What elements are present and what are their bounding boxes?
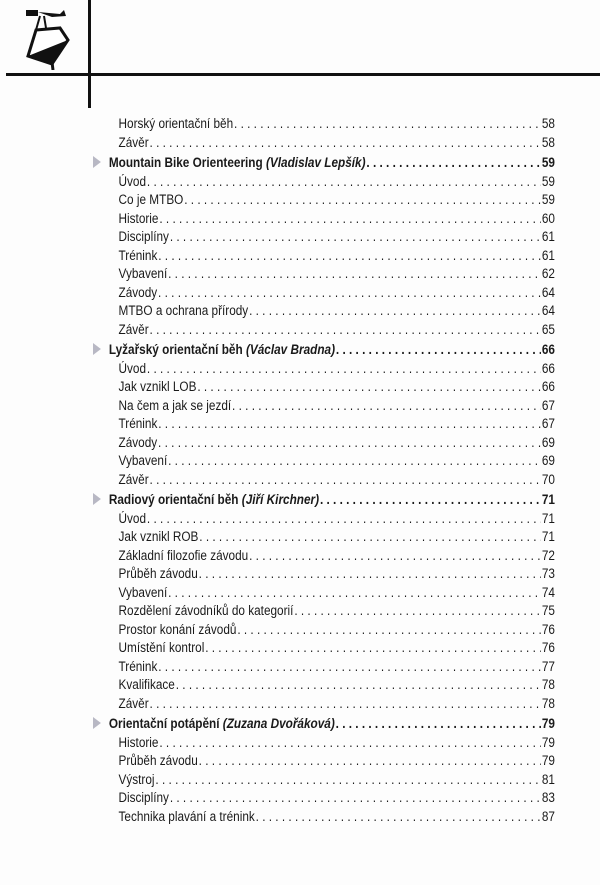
toc-entry[interactable]: [93, 472, 555, 491]
entry-page: 87: [541, 808, 555, 824]
entry-page: 79: [541, 734, 555, 750]
entry-title: [119, 361, 147, 376]
entry-page: 83: [541, 790, 555, 805]
entry-title-text: Jak vznikl ROB: [118, 529, 199, 544]
entry-title-text: Lyžařský orientační běh: [108, 342, 243, 357]
toc-entry[interactable]: [93, 174, 555, 193]
dot-leader: [184, 192, 541, 207]
toc-entry[interactable]: [93, 398, 555, 417]
section-arrow-icon: [93, 717, 101, 729]
entry-page: 71: [541, 492, 555, 507]
entry-title: [119, 585, 168, 600]
entry-title-text: Jak vznikl LOB: [118, 379, 197, 394]
entry-title-text: Závěr: [118, 471, 149, 487]
entry-title: [119, 379, 197, 394]
entry-title-text: Co je MTBO: [118, 192, 184, 207]
dot-leader: [237, 622, 541, 637]
toc-entry[interactable]: [93, 603, 555, 622]
entry-title-text: Na čem a jak se jezdí: [118, 397, 232, 413]
toc-entry[interactable]: [93, 116, 555, 135]
entry-title-text: Základní filozofie závodu: [118, 547, 249, 563]
dot-leader: [336, 342, 541, 357]
entry-title: [119, 640, 205, 655]
entry-title-text: Historie: [118, 210, 159, 226]
toc-entry[interactable]: [93, 229, 555, 248]
entry-page: 60: [541, 210, 555, 226]
entry-title-text: Kvalifikace: [118, 677, 175, 692]
dot-leader: [159, 211, 541, 226]
toc-entry[interactable]: [93, 659, 555, 678]
entry-title: [109, 342, 335, 357]
entry-title-text: Závěr: [118, 134, 149, 150]
dot-leader: [150, 696, 541, 711]
dot-leader: [197, 379, 541, 394]
toc-entry[interactable]: [93, 266, 555, 285]
toc-entry[interactable]: [93, 361, 555, 380]
toc-entry[interactable]: [93, 585, 555, 604]
entry-title-text: Technika plavání a trénink: [118, 808, 255, 824]
dot-leader: [199, 753, 541, 768]
toc-entry[interactable]: [93, 435, 555, 454]
toc-entry[interactable]: [93, 622, 555, 641]
entry-title-text: Úvod: [118, 360, 147, 376]
entry-title: [119, 809, 255, 824]
entry-page: 66: [541, 342, 555, 357]
toc-entry[interactable]: [93, 248, 555, 267]
entry-title: [119, 192, 184, 207]
entry-page: 78: [541, 695, 555, 711]
toc-section-entry[interactable]: [93, 716, 555, 735]
dot-leader: [158, 659, 541, 674]
dot-leader: [249, 548, 541, 563]
entry-page: 64: [541, 303, 555, 318]
entry-title-text: Horský orientační běh: [118, 116, 234, 131]
entry-title-text: Radiový orientační běh: [108, 492, 239, 507]
entry-page: 61: [541, 229, 555, 244]
dot-leader: [150, 322, 541, 337]
entry-page: 81: [541, 771, 555, 787]
dot-leader: [234, 116, 541, 131]
entry-title: [109, 155, 366, 170]
entry-title-text: Úvod: [118, 510, 147, 526]
section-arrow-icon: [93, 343, 101, 355]
dot-leader: [159, 735, 541, 750]
entry-title: [119, 116, 234, 131]
entry-title-text: Závěr: [118, 321, 149, 337]
entry-title: [119, 677, 175, 692]
entry-title: [119, 566, 198, 581]
entry-page: 78: [541, 677, 555, 692]
entry-title-text: Orientační potápění: [108, 716, 220, 731]
dot-leader: [158, 285, 541, 300]
entry-title: [119, 511, 147, 526]
toc-entry[interactable]: [93, 566, 555, 585]
entry-author: (Václav Bradna): [245, 342, 336, 357]
entry-title: [119, 135, 149, 150]
entry-page: 58: [541, 134, 555, 150]
entry-title-text: MTBO a ochrana přírody: [118, 303, 249, 318]
entry-title: [119, 416, 158, 431]
entry-title-text: Vybavení: [118, 266, 168, 281]
toc-entry[interactable]: [93, 548, 555, 567]
toc-section-entry[interactable]: [93, 342, 555, 361]
dot-leader: [249, 303, 541, 318]
entry-page: 59: [541, 173, 555, 189]
entry-author: (Jiří Kirchner): [241, 492, 320, 507]
entry-title-text: Vybavení: [118, 453, 168, 468]
toc-entry[interactable]: [93, 529, 555, 548]
entry-title-text: Závody: [118, 434, 158, 450]
entry-author: (Zuzana Dvořáková): [222, 716, 335, 731]
entry-title: [119, 622, 237, 637]
entry-title: [109, 492, 319, 507]
dot-leader: [168, 453, 541, 468]
dot-leader: [176, 677, 541, 692]
entry-title-text: Závěr: [118, 695, 149, 711]
dot-leader: [150, 135, 541, 150]
dot-leader: [168, 266, 541, 281]
orienteering-flag-logo-icon: [22, 8, 72, 70]
dot-leader: [256, 809, 541, 824]
entry-title: [119, 303, 249, 318]
entry-title: [119, 211, 159, 226]
entry-title-text: Mountain Bike Orienteering: [108, 155, 263, 170]
entry-title: [109, 716, 335, 731]
entry-page: 64: [541, 284, 555, 300]
entry-title-text: Úvod: [118, 173, 147, 189]
toc-entry[interactable]: [93, 696, 555, 715]
entry-title-text: Trénink: [118, 416, 158, 431]
entry-page: 61: [541, 247, 555, 263]
toc-entry[interactable]: [93, 511, 555, 530]
entry-title-text: Průběh závodu: [118, 566, 198, 581]
toc-section-entry[interactable]: [93, 492, 555, 511]
dot-leader: [205, 640, 541, 655]
toc-entry[interactable]: [93, 322, 555, 341]
entry-title: [119, 659, 158, 674]
dot-leader: [336, 716, 541, 731]
dot-leader: [294, 603, 541, 618]
entry-title: [119, 322, 149, 337]
dot-leader: [147, 174, 541, 189]
entry-title: [119, 229, 169, 244]
entry-title: [119, 435, 158, 450]
header-rule: [6, 73, 600, 76]
entry-title-text: Rozdělení závodníků do kategorií: [118, 603, 294, 618]
entry-page: 72: [541, 547, 555, 563]
toc-entry[interactable]: [93, 285, 555, 304]
entry-title: [119, 398, 232, 413]
entry-title-text: Trénink: [118, 247, 158, 263]
entry-title: [119, 266, 168, 281]
toc-entry[interactable]: [93, 416, 555, 435]
entry-page: 59: [541, 155, 555, 170]
entry-title-text: Závody: [118, 284, 158, 300]
entry-page: 67: [541, 416, 555, 431]
dot-leader: [232, 398, 541, 413]
entry-page: 58: [541, 116, 555, 131]
entry-title: [119, 548, 249, 563]
dot-leader: [147, 511, 541, 526]
entry-page: 77: [541, 658, 555, 674]
entry-page: 70: [541, 471, 555, 487]
entry-page: 66: [541, 379, 555, 394]
dot-leader: [170, 229, 541, 244]
table-of-contents: [93, 116, 555, 827]
entry-title-text: Prostor konání závodů: [118, 621, 237, 637]
entry-title: [119, 772, 155, 787]
entry-page: 76: [541, 640, 555, 655]
entry-page: 66: [541, 360, 555, 376]
entry-title: [119, 529, 199, 544]
entry-title: [119, 453, 168, 468]
entry-author: (Vladislav Lepšík): [265, 155, 366, 170]
toc-entry[interactable]: [93, 379, 555, 398]
section-arrow-icon: [93, 156, 101, 168]
entry-page: 69: [541, 434, 555, 450]
entry-page: 69: [541, 453, 555, 468]
entry-title: [119, 790, 169, 805]
entry-title-text: Výstroj: [118, 771, 155, 787]
toc-entry[interactable]: [93, 135, 555, 154]
margin-rule: [88, 0, 91, 108]
entry-title: [119, 472, 149, 487]
dot-leader: [170, 790, 541, 805]
dot-leader: [155, 772, 541, 787]
dot-leader: [158, 435, 541, 450]
entry-title-text: Průběh závodu: [118, 753, 198, 768]
dot-leader: [150, 472, 541, 487]
toc-entry[interactable]: [93, 809, 555, 828]
toc-entry[interactable]: [93, 303, 555, 322]
entry-page: 75: [541, 603, 555, 618]
dot-leader: [158, 416, 541, 431]
entry-title-text: Disciplíny: [118, 229, 169, 244]
dot-leader: [168, 585, 541, 600]
entry-page: 76: [541, 621, 555, 637]
entry-title: [119, 696, 149, 711]
entry-title: [119, 735, 159, 750]
dot-leader: [199, 566, 541, 581]
entry-page: 79: [541, 716, 555, 731]
entry-title-text: Trénink: [118, 658, 158, 674]
entry-page: 67: [541, 397, 555, 413]
toc-entry[interactable]: [93, 677, 555, 696]
entry-page: 74: [541, 584, 555, 600]
entry-page: 71: [541, 529, 555, 544]
toc-entry[interactable]: [93, 790, 555, 809]
entry-title: [119, 753, 198, 768]
dot-leader: [199, 529, 541, 544]
entry-page: 79: [541, 753, 555, 768]
toc-section-entry[interactable]: [93, 155, 555, 174]
toc-entry[interactable]: [93, 453, 555, 472]
entry-title: [119, 603, 294, 618]
entry-title: [119, 174, 147, 189]
toc-entry[interactable]: [93, 753, 555, 772]
dot-leader: [158, 248, 541, 263]
toc-entry[interactable]: [93, 735, 555, 754]
toc-entry[interactable]: [93, 192, 555, 211]
entry-title-text: Umístění kontrol: [118, 640, 205, 655]
entry-title-text: Vybavení: [118, 584, 168, 600]
toc-entry[interactable]: [93, 772, 555, 791]
dot-leader: [366, 155, 541, 170]
toc-entry[interactable]: [93, 640, 555, 659]
entry-title: [119, 285, 158, 300]
toc-entry[interactable]: [93, 211, 555, 230]
entry-page: 65: [541, 321, 555, 337]
section-arrow-icon: [93, 493, 101, 505]
dot-leader: [320, 492, 541, 507]
entry-page: 62: [541, 266, 555, 281]
entry-page: 73: [541, 566, 555, 581]
dot-leader: [147, 361, 541, 376]
entry-title: [119, 248, 158, 263]
entry-title-text: Disciplíny: [118, 790, 169, 805]
entry-page: 71: [541, 510, 555, 526]
entry-page: 59: [541, 192, 555, 207]
entry-title-text: Historie: [118, 734, 159, 750]
